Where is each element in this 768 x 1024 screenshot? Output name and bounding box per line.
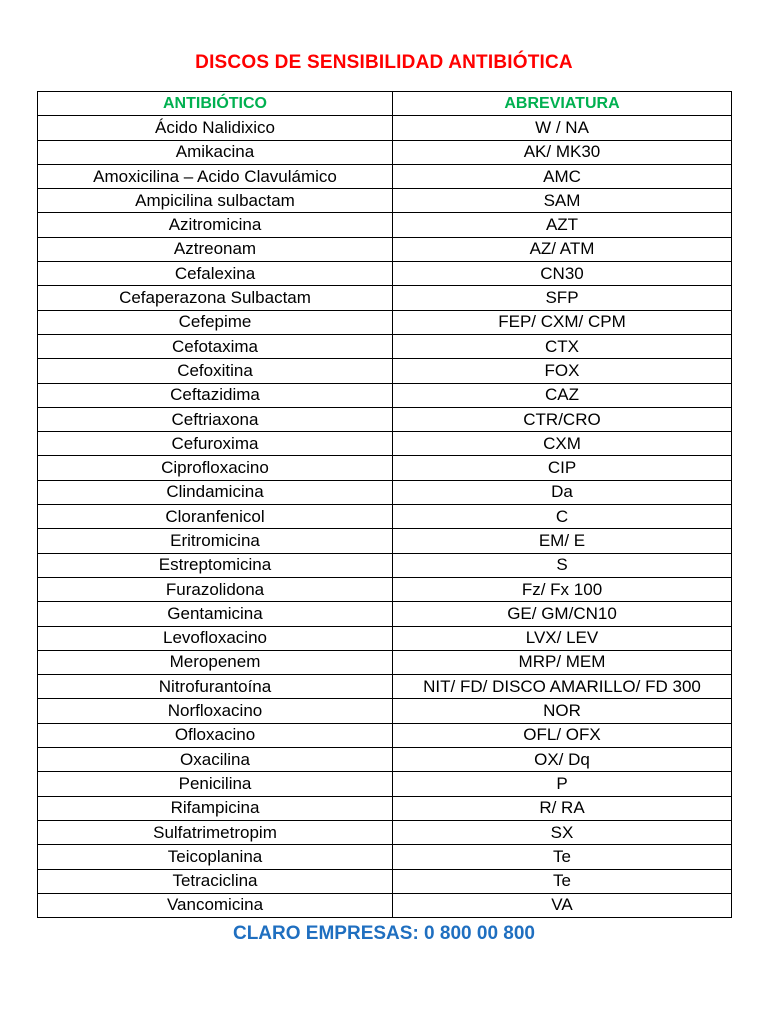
table-row	[38, 262, 732, 286]
table-row	[38, 407, 732, 431]
antibiotic-name-cell: Cefalexina	[38, 262, 393, 286]
antibiotic-name-cell: Cefoxitina	[38, 359, 393, 383]
table-row	[38, 772, 732, 796]
abbreviation-cell: EM/ E	[393, 529, 732, 553]
abbreviation-cell: FEP/ CXM/ CPM	[393, 310, 732, 334]
table-row	[38, 164, 732, 188]
document-title: DISCOS DE SENSIBILIDAD ANTIBIÓTICA	[195, 52, 573, 73]
table-header-row	[38, 92, 732, 116]
table-row	[38, 189, 732, 213]
abbreviation-cell: OX/ Dq	[393, 748, 732, 772]
table-row	[38, 577, 732, 601]
antibiotic-name-cell: Cefepime	[38, 310, 393, 334]
table-row	[38, 286, 732, 310]
antibiotic-name-cell: Ceftriaxona	[38, 407, 393, 431]
table-row	[38, 456, 732, 480]
antibiotic-name-cell: Ceftazidima	[38, 383, 393, 407]
abbreviation-cell: NOR	[393, 699, 732, 723]
antibiotic-name-cell: Levofloxacino	[38, 626, 393, 650]
column-header-abreviatura: ABREVIATURA	[393, 92, 732, 116]
table-row	[38, 529, 732, 553]
abbreviation-cell: NIT/ FD/ DISCO AMARILLO/ FD 300	[393, 675, 732, 699]
antibiotic-table	[37, 91, 732, 918]
table-row	[38, 505, 732, 529]
abbreviation-cell: SAM	[393, 189, 732, 213]
antibiotic-name-cell: Amikacina	[38, 140, 393, 164]
antibiotic-name-cell: Azitromicina	[38, 213, 393, 237]
table-row	[38, 699, 732, 723]
table-row	[38, 626, 732, 650]
abbreviation-cell: GE/ GM/CN10	[393, 602, 732, 626]
abbreviation-cell: CTX	[393, 334, 732, 358]
antibiotic-name-cell: Vancomicina	[38, 893, 393, 917]
table-row	[38, 748, 732, 772]
antibiotic-name-cell: Estreptomicina	[38, 553, 393, 577]
abbreviation-cell: CAZ	[393, 383, 732, 407]
table-row	[38, 334, 732, 358]
antibiotic-name-cell: Cefuroxima	[38, 432, 393, 456]
abbreviation-cell: AZ/ ATM	[393, 237, 732, 261]
abbreviation-cell: LVX/ LEV	[393, 626, 732, 650]
table-body	[38, 116, 732, 918]
table-row	[38, 359, 732, 383]
table-row	[38, 650, 732, 674]
abbreviation-cell: CXM	[393, 432, 732, 456]
table-row	[38, 140, 732, 164]
table-row	[38, 796, 732, 820]
abbreviation-cell: SFP	[393, 286, 732, 310]
antibiotic-name-cell: Amoxicilina – Acido Clavulámico	[38, 164, 393, 188]
abbreviation-cell: CIP	[393, 456, 732, 480]
abbreviation-cell: W / NA	[393, 116, 732, 140]
abbreviation-cell: OFL/ OFX	[393, 723, 732, 747]
table-row	[38, 116, 732, 140]
antibiotic-name-cell: Aztreonam	[38, 237, 393, 261]
abbreviation-cell: CTR/CRO	[393, 407, 732, 431]
antibiotic-name-cell: Cefaperazona Sulbactam	[38, 286, 393, 310]
abbreviation-cell: VA	[393, 893, 732, 917]
table-row	[38, 893, 732, 917]
table-row	[38, 602, 732, 626]
abbreviation-cell: MRP/ MEM	[393, 650, 732, 674]
abbreviation-cell: AMC	[393, 164, 732, 188]
antibiotic-name-cell: Oxacilina	[38, 748, 393, 772]
table-row	[38, 553, 732, 577]
abbreviation-cell: Te	[393, 845, 732, 869]
antibiotic-name-cell: Eritromicina	[38, 529, 393, 553]
antibiotic-name-cell: Ciprofloxacino	[38, 456, 393, 480]
antibiotic-name-cell: Sulfatrimetropim	[38, 820, 393, 844]
table-row	[38, 675, 732, 699]
antibiotic-name-cell: Ácido Nalidixico	[38, 116, 393, 140]
abbreviation-cell: FOX	[393, 359, 732, 383]
abbreviation-cell: R/ RA	[393, 796, 732, 820]
antibiotic-name-cell: Ampicilina sulbactam	[38, 189, 393, 213]
column-header-antibiotico: ANTIBIÓTICO	[38, 92, 393, 116]
table-row	[38, 723, 732, 747]
table-row	[38, 213, 732, 237]
antibiotic-name-cell: Nitrofurantoína	[38, 675, 393, 699]
abbreviation-cell: Te	[393, 869, 732, 893]
abbreviation-cell: Da	[393, 480, 732, 504]
table-row	[38, 310, 732, 334]
footer-contact: CLARO EMPRESAS: 0 800 00 800	[232, 923, 535, 944]
antibiotic-name-cell: Meropenem	[38, 650, 393, 674]
table-row	[38, 869, 732, 893]
table-row	[38, 432, 732, 456]
antibiotic-name-cell: Gentamicina	[38, 602, 393, 626]
abbreviation-cell: SX	[393, 820, 732, 844]
table-row	[38, 480, 732, 504]
antibiotic-name-cell: Norfloxacino	[38, 699, 393, 723]
abbreviation-cell: S	[393, 553, 732, 577]
antibiotic-name-cell: Furazolidona	[38, 577, 393, 601]
antibiotic-name-cell: Cefotaxima	[38, 334, 393, 358]
antibiotic-name-cell: Clindamicina	[38, 480, 393, 504]
abbreviation-cell: P	[393, 772, 732, 796]
antibiotic-name-cell: Cloranfenicol	[38, 505, 393, 529]
abbreviation-cell: AZT	[393, 213, 732, 237]
table-row	[38, 237, 732, 261]
antibiotic-name-cell: Tetraciclina	[38, 869, 393, 893]
table-row	[38, 383, 732, 407]
antibiotic-name-cell: Teicoplanina	[38, 845, 393, 869]
antibiotic-name-cell: Rifampicina	[38, 796, 393, 820]
table-row	[38, 820, 732, 844]
table-row	[38, 845, 732, 869]
antibiotic-name-cell: Penicilina	[38, 772, 393, 796]
antibiotic-name-cell: Ofloxacino	[38, 723, 393, 747]
abbreviation-cell: AK/ MK30	[393, 140, 732, 164]
abbreviation-cell: CN30	[393, 262, 732, 286]
abbreviation-cell: C	[393, 505, 732, 529]
abbreviation-cell: Fz/ Fx 100	[393, 577, 732, 601]
